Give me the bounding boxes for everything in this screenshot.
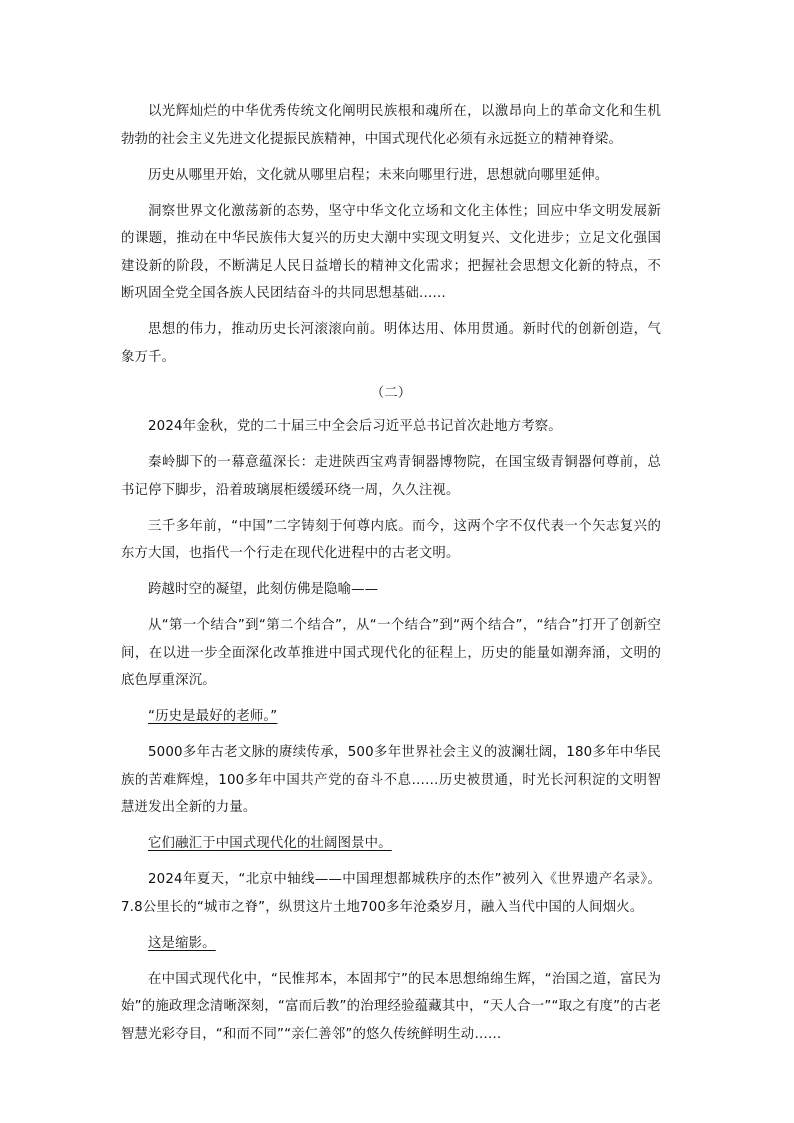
paragraph-7: 三千多年前，“中国”二字铸刻于何尊内底。而今，这两个字不仅代表一个矢志复兴的东方大国，也指代一个行走在现代化进程中的古老文明。 <box>121 518 661 561</box>
paragraph-15: 在中国式现代化中，“民惟邦本，本固邦宁”的民本思想绵绵生辉，“治国之道，富民为始”的施政理念清晰深刻，“富而后教”的治理经验蕴藏其中，“天人合一”“取之有度”的古老智慧光彩夺目，“和而不同”“亲仁善邻”的悠久传统鲜明生动…… <box>121 971 661 1042</box>
paragraph-13: 2024年夏天，“北京中轴线——中国理想都城秩序的杰作”被列入《世界遗产名录》。7.8公里长的“城市之脊”，纵贯这片土地700多年沧桑岁月，融入当代中国的人间烟火。 <box>121 872 661 915</box>
underlined-sentence: 它们融汇于中国式现代化的壮阔图景中。 <box>148 836 392 851</box>
paragraph-3: 洞察世界文化激荡新的态势，坚守中华文化立场和文化主体性；回应中华文明发展新的课题，推动在中华民族伟大复兴的历史大潮中实现文明复兴、文化进步；立足文化强国建设新的阶段，不断满足人民日益增长的精神文化需求；把握社会思想文化新的特点，不断巩固全党全国各族人民团结奋斗的共同思想基础…… <box>121 203 661 301</box>
paragraph-8: 跨越时空的凝望，此刻仿佛是隐喻—— <box>148 582 379 597</box>
underlined-short-sentence: 这是缩影。 <box>148 935 216 951</box>
paragraph-1: 以光辉灿烂的中华优秀传统文化阐明民族根和魂所在，以激昂向上的革命文化和生机勃勃的社会主义先进文化提振民族精神，中国式现代化必须有永远挺立的精神脊梁。 <box>121 104 661 147</box>
paragraph-6: 秦岭脚下的一幕意蕴深长：走进陕西宝鸡青铜器博物院，在国宝级青铜器何尊前，总书记停下脚步，沿着玻璃展柜缓缓环绕一周，久久注视。 <box>121 455 661 498</box>
paragraph-10 <box>121 703 661 731</box>
paragraph-2: 历史从哪里开始，文化就从哪里启程；未来向哪里行进，思想就向哪里延伸。 <box>148 167 609 183</box>
paragraph-11: 5000多年古老文脉的赓续传承，500多年世界社会主义的波澜壮阔，180多年中华民族的苦难辉煌，100多年中国共产党的奋斗不息……历史被贯通，时光长河积淀的文明智慧迸发出全新的力量。 <box>121 745 661 815</box>
article-body <box>121 98 661 1057</box>
paragraph-12 <box>121 830 661 858</box>
paragraph-9: 从“第一个结合”到“第二个结合”，从“一个结合”到“两个结合”，“结合”打开了创新空间，在以进一步全面深化改革推进中国式现代化的征程上，历史的能量如潮奔涌，文明的底色厚重深沉。 <box>121 618 661 688</box>
section-heading: （二） <box>370 385 412 401</box>
underlined-quote: “历史是最好的老师。” <box>148 709 278 724</box>
paragraph-4: 思想的伟力，推动历史长河滚滚向前。明体达用、体用贯通。新时代的创新创造，气象万千。 <box>121 322 661 365</box>
paragraph-5: 2024年金秋，党的二十届三中全会后习近平总书记首次赴地方考察。 <box>148 419 562 434</box>
paragraph-14 <box>121 930 661 958</box>
